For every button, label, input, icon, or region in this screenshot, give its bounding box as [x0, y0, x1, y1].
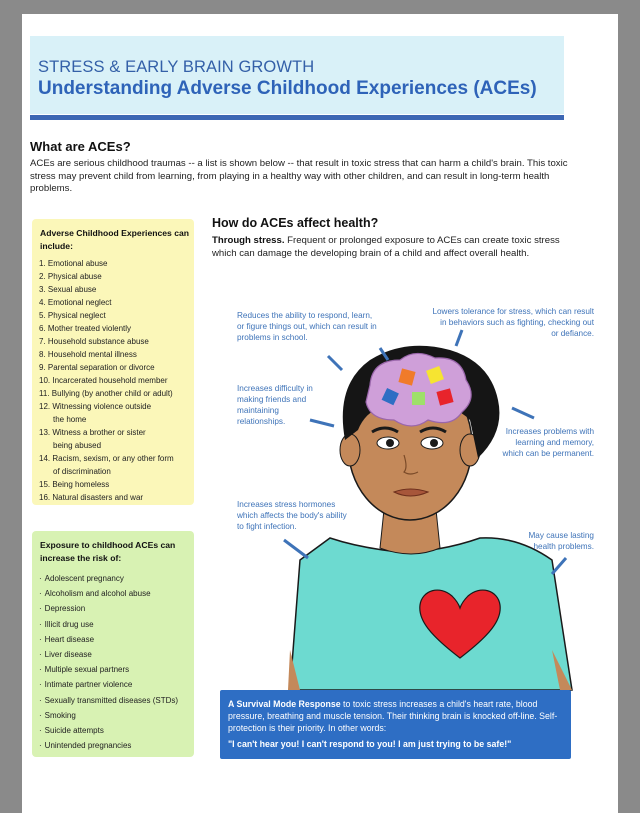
how-heading: How do ACEs affect health? — [212, 216, 379, 230]
risk-list-heading: Exposure to childhood ACEs can increase the risk of: — [40, 540, 176, 563]
risk-list-item: · Alcoholism and alcohol abuse — [39, 586, 194, 601]
note-friends: Increases difficulty in making friends and maintaining relationships. — [237, 384, 313, 426]
risk-list-item: · Smoking — [39, 708, 194, 723]
ace-item-text: 12. Witnessing violence outside — [39, 402, 152, 411]
risk-list-item: · Unintended pregnancies — [39, 738, 194, 753]
ace-item-text: 15. Being homeless — [39, 480, 110, 489]
header-subtitle: STRESS & EARLY BRAIN GROWTH — [38, 58, 315, 76]
how-text: Frequent or prolonged exposure to ACEs can create toxic stress which can damage the developing brain of a child and affect overall health. — [212, 235, 560, 259]
arrow-respond — [328, 356, 342, 370]
ace-item-text: 9. Parental separation or divorce — [39, 363, 155, 372]
ace-item-continuation: the home — [53, 415, 87, 424]
note-hormones: Increases stress hormones which affects the body's ability to fight infection. — [237, 500, 347, 531]
puzzle-piece-green — [412, 392, 425, 405]
risk-list-item: · Depression — [39, 601, 194, 616]
what-heading: What are ACEs? — [30, 139, 131, 154]
ace-item-text: 13. Witness a brother or sister — [39, 428, 146, 437]
ace-item-text: 14. Racism, sexism, or any other form — [39, 454, 174, 463]
page-title: Understanding Adverse Childhood Experiences (ACEs) — [38, 78, 537, 99]
risk-list-item: · Intimate partner violence — [39, 677, 194, 692]
arrow-lasting — [552, 558, 566, 574]
right-pupil — [430, 439, 438, 447]
ace-item-text: 11. Bullying (by another child or adult) — [39, 389, 173, 398]
ace-item-text: 3. Sexual abuse — [39, 285, 97, 294]
note-lasting: May cause lasting health problems. — [528, 531, 594, 551]
ace-item-text: 2. Physical abuse — [39, 272, 102, 281]
risk-list-item: · Sexually transmitted diseases (STDs) — [39, 693, 194, 708]
survival-box — [220, 690, 571, 759]
brain-shape — [366, 353, 471, 426]
ace-item-continuation: of discrimination — [53, 467, 111, 476]
what-body: ACEs are serious childhood traumas -- a list is shown below -- that result in toxic stress that can harm a child's brain. This toxic stress may prevent child from learning, from playing in a healthy way with other children, and can result in long-term health problems. — [30, 158, 568, 194]
note-respond: Reduces the ability to respond, learn, or figure things out, which can result in problems in school. — [237, 311, 377, 342]
arrow-learning — [512, 408, 534, 418]
risk-list-item: · Heart disease — [39, 632, 194, 647]
how-lead: Through stress. — [212, 235, 285, 246]
ace-item-text: 1. Emotional abuse — [39, 259, 108, 268]
ace-item-text: 8. Household mental illness — [39, 350, 137, 359]
ace-list-heading: Adverse Childhood Experiences can include: — [40, 228, 190, 251]
left-pupil — [386, 439, 394, 447]
risk-list-item: · Liver disease — [39, 647, 194, 662]
risk-list-item: · Suicide attempts — [39, 723, 194, 738]
arrow-hormones — [284, 540, 308, 558]
ace-item-text: 16. Natural disasters and war — [39, 493, 144, 502]
survival-lead: A Survival Mode Response — [228, 699, 341, 709]
ace-item-text: 4. Emotional neglect — [39, 298, 112, 307]
left-ear — [340, 434, 360, 466]
survival-quote: "I can't hear you! I can't respond to you! I am just trying to be safe!" — [228, 739, 512, 749]
ace-item-text: 7. Household substance abuse — [39, 337, 149, 346]
note-learning: Increases problems with learning and memory, which can be permanent. — [502, 427, 594, 458]
risk-list-item: · Illicit drug use — [39, 617, 194, 632]
survival-body: to toxic stress increases a child's heart rate, blood pressure, breathing and muscle tension. Their thinking brain is knocked off-line. Self-protection is their priority. In other words: — [228, 699, 558, 733]
ace-item-continuation: being abused — [53, 441, 102, 450]
ace-item-text: 6. Mother treated violently — [39, 324, 132, 333]
ace-item-text: 5. Physical neglect — [39, 311, 106, 320]
risk-list-item: · Adolescent pregnancy — [39, 571, 194, 586]
survival-text — [228, 698, 564, 734]
note-tolerance: Lowers tolerance for stress, which can result in behaviors such as fighting, checking out or defiance. — [432, 307, 594, 338]
ace-item-text: 10. Incarcerated household member — [39, 376, 168, 385]
risk-list-item: · Multiple sexual partners — [39, 662, 194, 677]
